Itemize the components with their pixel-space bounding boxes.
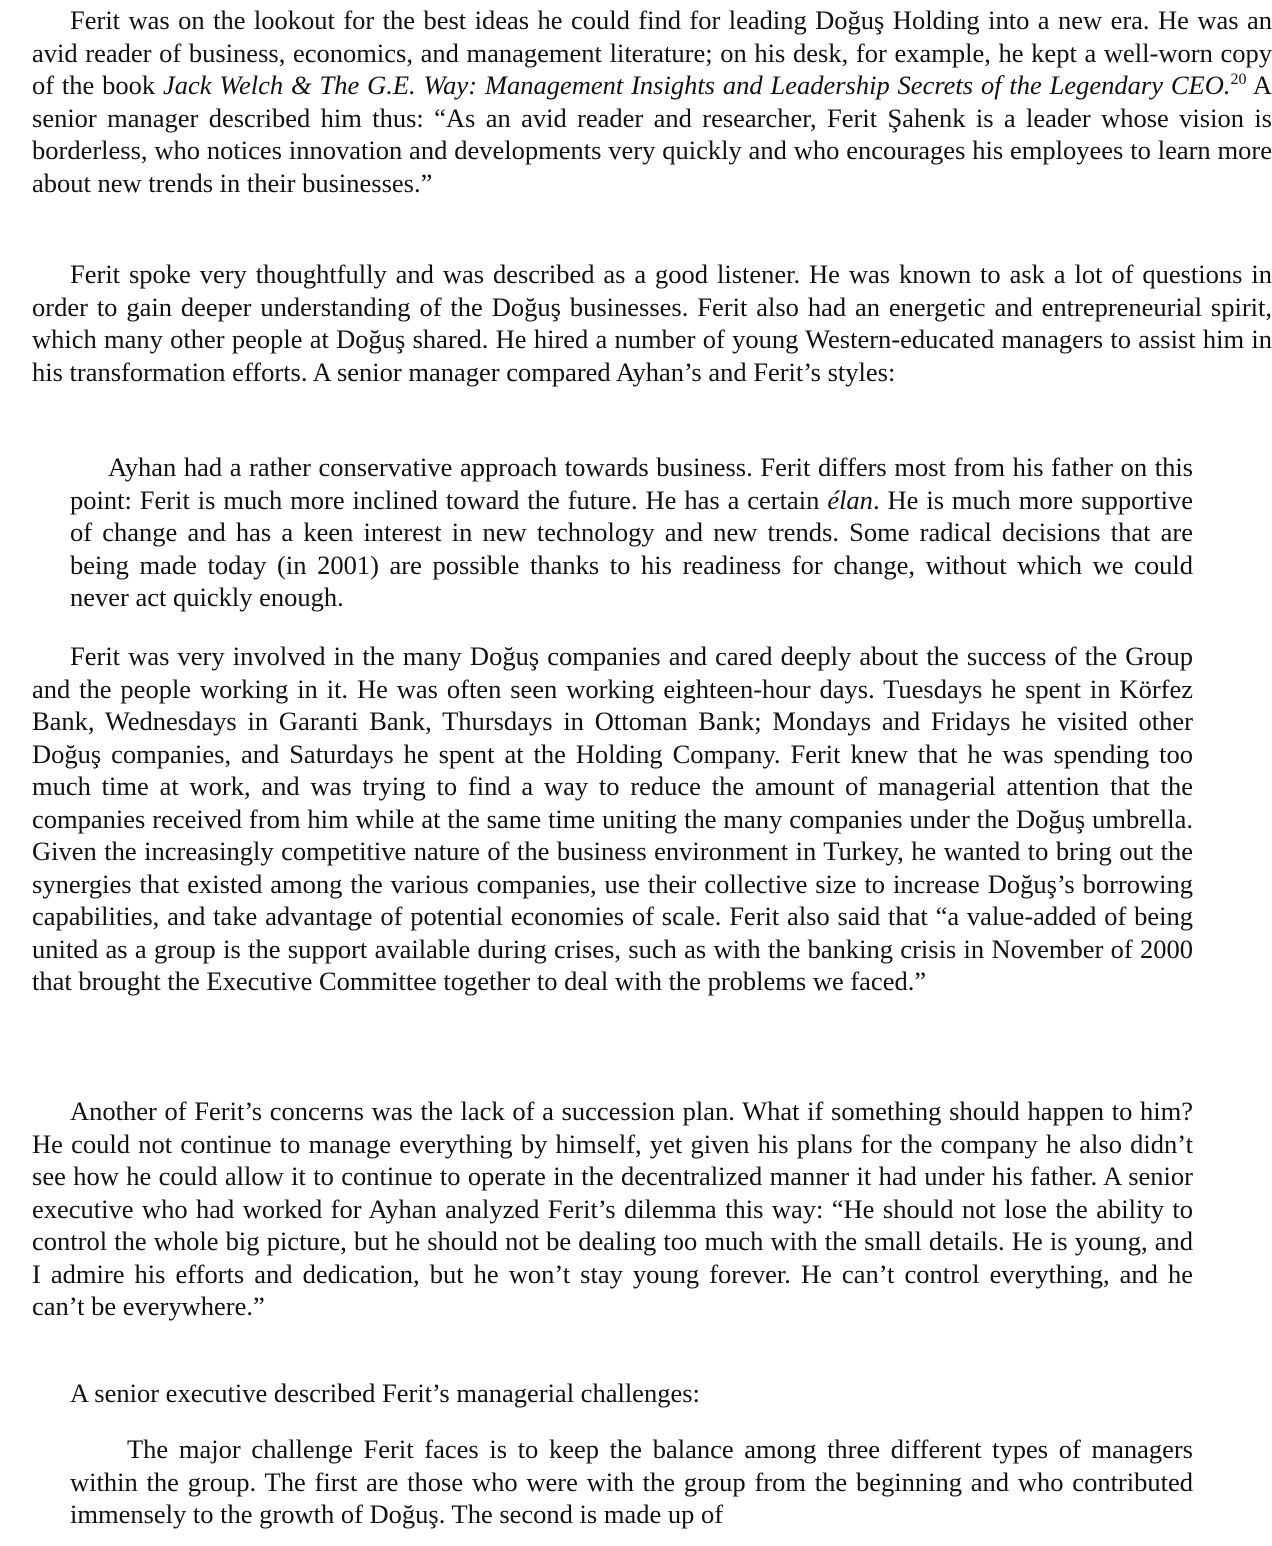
quote-text: The major challenge Ferit faces is to keep the balance among three different types of managers within the group. The first are those who were with the group from the beginning and who contributed immensely to the growth of Doğuş. The second is made up of (70, 1434, 1193, 1529)
paragraph-text: Another of Ferit’s concerns was the lack of a succession plan. What if something should happen to him? He could not continue to manage everything by himself, yet given his plans for the company he also didn’t see how he could allow it to continue to operate in the decentralized manner it had under his father. A senior executive who had worked for Ayhan analyzed Ferit’s dilemma this way: “He should not lose the ability to control the whole big picture, but he should not be dealing too much with the small details. He is young, and I admire his efforts and dedication, but he won’t stay young forever. He can’t control everything, and he can’t be everywhere.” (32, 1096, 1193, 1321)
block-quote-challenges (70, 1433, 1193, 1531)
paragraph-text: A senior executive described Ferit’s managerial challenges: (70, 1378, 700, 1408)
italic-word: élan (827, 484, 873, 515)
quote-text: Ayhan had a rather conservative approach towards business. Ferit differs most from his father on this point: Ferit is much more inclined toward the future. He has a certain (70, 452, 1193, 515)
paragraph-succession (32, 1095, 1193, 1323)
paragraph-reading-habits (32, 4, 1272, 199)
paragraph-challenges-intro (70, 1377, 1193, 1410)
paragraph-text: Ferit spoke very thoughtfully and was described as a good listener. He was known to ask a lot of questions in order to gain deeper understanding of the Doğuş businesses. Ferit also had an energetic and entrepreneurial spirit, which many other people at Doğuş shared. He hired a number of young Western-educated managers to assist him in his transformation efforts. A senior manager compared Ayhan’s and Ferit’s styles: (32, 259, 1272, 387)
quote-text: . He is much more supportive of change and has a keen interest in new technology and new trends. Some radical decisions that are being made today (in 2001) are possible thanks to his readiness for change, without which we could never act quickly enough. (70, 484, 1193, 612)
paragraph-text: Ferit was on the lookout for the best ideas he could find for leading Doğuş Holding into a new era. He was an avid reader of business, economics, and management literature; on his desk, for example, he kept a well-worn copy of the book (32, 5, 1272, 100)
paragraph-listener (32, 258, 1272, 388)
footnote-marker: 20 (1230, 71, 1247, 89)
block-quote-styles (70, 451, 1193, 614)
paragraph-involvement (32, 640, 1193, 998)
book-title: Jack Welch & The G.E. Way: Management Insights and Leadership Secrets of the Legendary CEO. (163, 70, 1231, 100)
paragraph-text: A senior manager described him thus: “As an avid reader and researcher, Ferit Şahenk is a leader whose vision is borderless, who notices innovation and developments very quickly and who encourages his employees to learn more about new trends in their businesses.” (32, 70, 1272, 198)
paragraph-text: Ferit was very involved in the many Doğuş companies and cared deeply about the success of the Group and the people working in it. He was often seen working eighteen-hour days. Tuesdays he spent in Körfez Bank, Wednesdays in Garanti Bank, Thursdays in Ottoman Bank; Mondays and Fridays he visited other Doğuş companies, and Saturdays he spent at the Holding Company. Ferit knew that he was spending too much time at work, and was trying to find a way to reduce the amount of managerial attention that the companies received from him while at the same time uniting the many companies under the Doğuş umbrella. Given the increasingly competitive nature of the business environment in Turkey, he wanted to bring out the synergies that existed among the various companies, use their collective size to increase Doğuş’s borrowing capabilities, and take advantage of potential economies of scale. Ferit also said that “a value-added of being united as a group is the support available during crises, such as with the banking crisis in November of 2000 that brought the Executive Committee together to deal with the problems we faced.” (32, 641, 1193, 996)
